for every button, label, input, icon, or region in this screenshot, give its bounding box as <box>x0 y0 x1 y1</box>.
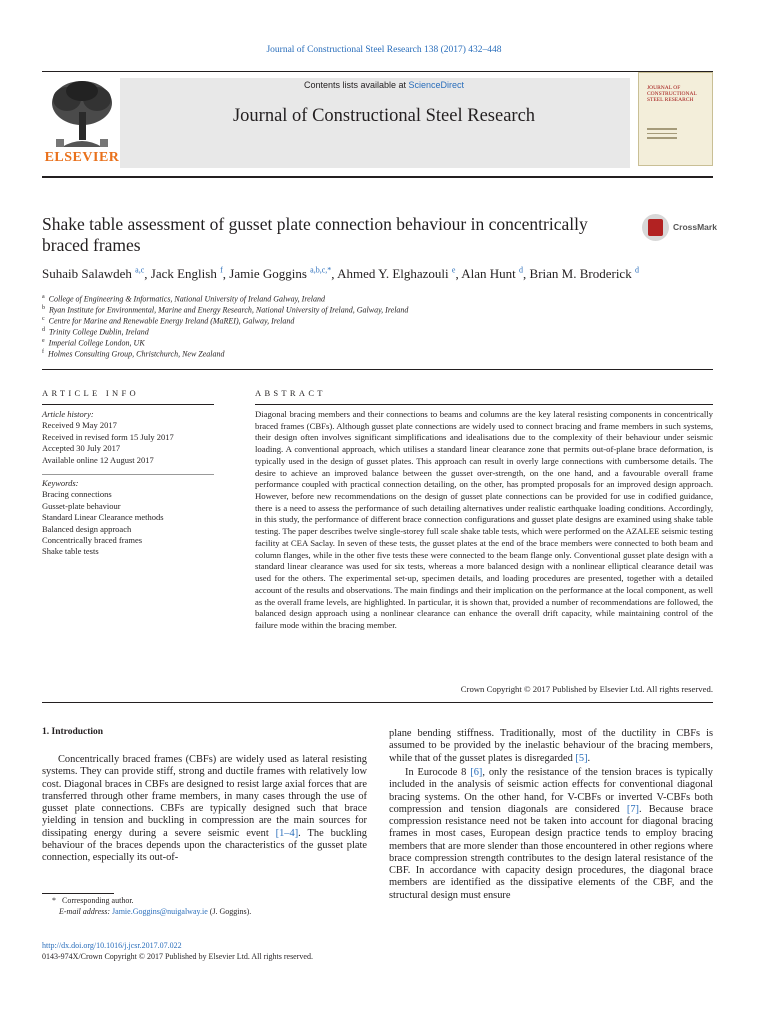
author-name: Alan Hunt <box>461 266 516 282</box>
author-affil-marker[interactable]: d <box>634 266 639 275</box>
crossmark-label: CrossMark <box>673 222 717 232</box>
keyword: Standard Linear Clearance methods <box>42 512 164 523</box>
keywords-label: Keywords: <box>42 478 79 488</box>
front-matter-rule <box>42 369 713 370</box>
affiliation-text: Trinity College Dublin, Ireland <box>49 327 149 337</box>
intro-paragraph-left <box>42 754 367 864</box>
elsevier-wordmark: ELSEVIER <box>44 150 120 165</box>
citation-link[interactable]: [7] <box>626 803 640 815</box>
intro-text: In Eurocode 8 <box>405 767 471 778</box>
intro-text: Concentrically braced frames (CBFs) are widely used as lateral resisting systems. They can provide stiff, strong and ductile frames with relatively low cost. Diagonal braces in CBFs are designed to resist large axial forces that are transferred through other frame members, in many cases through the use of gusset plate connections. CBFs are typically designed such that brace yielding in tension and buckling in compression are the main sources for dissipating energy during a severe seismic event <box>42 754 367 839</box>
citation-link[interactable]: [1–4] <box>275 827 299 839</box>
journal-title[interactable]: Journal of Constructional Steel Research <box>232 106 536 126</box>
article-info-rule <box>42 404 214 405</box>
doi-block <box>42 940 313 962</box>
article-info-heading: ARTICLE INFO <box>42 388 139 398</box>
author-name: Jack English <box>150 266 217 282</box>
crossmark-badge[interactable] <box>642 214 722 244</box>
affiliation-text: Holmes Consulting Group, Christchurch, New Zealand <box>48 349 225 359</box>
author-separator: , <box>331 266 338 282</box>
affiliation <box>42 347 702 360</box>
keyword: Shake table tests <box>42 546 99 557</box>
history-item: Received 9 May 2017 <box>42 420 117 431</box>
intro-text: . Because brace compression resistance need not be taken into account for diagonal bracing frames in most cases, European design practice tends to employ bracing members that are more slender than those encountered in other regions where brace compression strength contributes to the design lateral resistance of the CBF. In accordance with capacity design procedures, the diagonal brace members are identified as the dissipative elements of the CBF, and the structural design must ensure <box>389 803 713 901</box>
author[interactable] <box>229 266 331 281</box>
journal-cover-thumbnail[interactable] <box>638 72 713 166</box>
keywords-rule <box>42 474 214 475</box>
affiliation-text: Centre for Marine and Renewable Energy Ireland (MaREI), Galway, Ireland <box>48 316 295 326</box>
author-affil-marker[interactable]: f <box>220 266 223 275</box>
author[interactable] <box>530 266 639 281</box>
keyword: Balanced design approach <box>42 523 132 534</box>
affiliation-text: Imperial College London, UK <box>48 338 145 348</box>
header-rule-top <box>42 71 713 72</box>
history-item: Received in revised form 15 July 2017 <box>42 431 174 442</box>
author-name: Suhaib Salawdeh <box>42 266 132 282</box>
affiliation-key: a <box>42 294 45 300</box>
abstract-text: Diagonal bracing members and their connections to beams and columns are the key lateral resisting components in concentrically braced frames (CBFs). Although gusset plate connections are widely used to connect bracing and frame members in such systems, their design often involves significant simplifications and idealisations due to the complexity of their behaviour under seismic loading. A conventional approach, which utilises a standard linear clearance zone that permits out-of-plane brace deformation, is typically used in the design of gusset plates. This approach can result in overly large connections with cumbersome details. The desire to achieve an improved balance between the gusset over-strength, on the one hand, and a favourable overall frame performance coupled with practical connection detailing, on the other, has prompted proposals for an improved design approach. However, before new recommendations on the design of gusset plate connections can be provided for use in codified guidance, there is a need to assess the performance of such detailing alternatives under realistic earthquake loading conditions. Accordingly, in this study, the performance of different brace connection configurations and gusset plate designs are examined using shake table testing. The paper describes twelve single-storey full scale shake table tests, which were performed on the AZALEE seismic testing facility at CEA Saclay. In seven of these tests, the gusset plates at the end of the brace members were connected to both beam and column flanges, while in the other five tests these were connected to the beam flange only. Conventional gusset plate design with a standard linear clearance was used for six tests, whereas a more balanced design with a nonlinear elliptical clearance detail was used for the others. The experimental set-up, specimen details, and loading procedures are presented, together with a detailed account of the results and observations. The main findings and their implication on the performance at the local component, as well as the overall frame levels, are highlighted. In particular, it is shown that, provided a number of recommendations are followed, the balanced design approach using a nonlinear clearance can enhance the overall drift capacity, while maintaining control of the failure mode within the bracing member. <box>255 409 713 630</box>
author-name: Brian M. Broderick <box>529 266 632 282</box>
affiliation-key: d <box>42 327 45 333</box>
footnote-text: Corresponding author. <box>62 896 134 905</box>
author[interactable] <box>461 266 523 281</box>
crossmark-icon <box>642 214 669 241</box>
author-affil-marker[interactable]: d <box>519 266 524 275</box>
sciencedirect-link[interactable]: ScienceDirect <box>408 80 465 90</box>
affiliation-key: c <box>42 316 45 322</box>
issn-copyright: 0143-974X/Crown Copyright © 2017 Published by Elsevier Ltd. All rights reserved. <box>42 952 313 961</box>
author-affil-marker[interactable]: e <box>451 266 456 275</box>
email-label: E-mail address: <box>59 907 111 916</box>
history-label: Article history: <box>42 409 94 419</box>
author[interactable] <box>151 266 223 281</box>
intro-text: . <box>587 752 591 764</box>
citation-link[interactable]: [5] <box>575 752 588 764</box>
cover-title: JOURNAL OF CONSTRUCTIONAL STEEL RESEARCH <box>647 85 697 103</box>
abstract-bottom-rule <box>42 702 713 703</box>
header-rule-bottom <box>42 176 713 178</box>
paper-title: Shake table assessment of gusset plate connection behaviour in concentrically braced frames <box>42 214 588 255</box>
affiliation-text: Ryan Institute for Environmental, Marine and Energy Research, National University of Ireland, Galway, Ireland <box>49 305 409 315</box>
author[interactable] <box>337 266 455 281</box>
author-separator: , <box>523 266 530 282</box>
doi-link[interactable]: http://dx.doi.org/10.1016/j.jcsr.2017.07.022 <box>42 941 182 950</box>
author-separator: , <box>144 266 151 282</box>
author-affil-marker[interactable]: a,b,c,* <box>310 266 332 275</box>
keyword: Gusset-plate behaviour <box>42 500 121 511</box>
intro-paragraph-right-2 <box>389 767 713 902</box>
introduction-heading: 1. Introduction <box>42 727 104 737</box>
keywords <box>42 478 214 558</box>
email-link[interactable]: Jamie.Goggins@nuigalway.ie <box>112 907 208 916</box>
author-affil-marker[interactable]: a,c <box>135 266 145 275</box>
affiliation-key: f <box>42 349 44 355</box>
cover-text-lines <box>647 128 677 142</box>
author-separator: , <box>455 266 462 282</box>
affiliation-key: e <box>42 338 45 344</box>
author[interactable] <box>42 266 144 281</box>
keyword: Bracing connections <box>42 489 112 500</box>
intro-paragraph-right-1 <box>389 728 713 765</box>
contents-prefix: Contents lists available at <box>303 80 409 90</box>
affiliation-key: b <box>42 305 45 311</box>
citation-link[interactable]: [6] <box>470 767 483 778</box>
email-note <box>59 906 251 917</box>
footnote-rule <box>42 893 114 894</box>
affiliation-text: College of Engineering & Informatics, National University of Ireland Galway, Ireland <box>48 294 325 304</box>
history-item: Accepted 30 July 2017 <box>42 443 121 454</box>
abstract-rule <box>255 404 713 405</box>
journal-reference[interactable]: Journal of Constructional Steel Research 138 (2017) 432–448 <box>266 45 502 55</box>
author-separator: , <box>222 266 230 282</box>
corresponding-author-note <box>52 895 134 906</box>
intro-text: plane bending stiffness. Traditionally, most of the ductility in CBFs is assumed to be provided by the inelastic behaviour of the bracing members, while that of the gusset plates is disregarded <box>389 728 713 764</box>
author-name: Jamie Goggins <box>229 266 307 282</box>
article-history <box>42 409 214 466</box>
author-list <box>42 266 722 282</box>
footnote-star: * <box>52 896 56 905</box>
intro-text: , only the resistance of the tension braces is typically included in the analysis of seismic action effects for conventional diagonal bracing systems. On the other hand, for V-CBFs or inverted V-CBFs both compression and tension diagonals are considered <box>389 767 713 815</box>
keyword: Concentrically braced frames <box>42 535 143 546</box>
author-name: Ahmed Y. Elghazouli <box>337 266 449 282</box>
email-suffix: (J. Goggins). <box>207 907 252 916</box>
history-item: Available online 12 August 2017 <box>42 454 154 465</box>
intro-text: . The buckling behaviour of the braces depends upon the characteristics of the gusset plate connection, especially its out-of- <box>42 827 367 863</box>
abstract-heading: ABSTRACT <box>255 388 326 398</box>
abstract-copyright: Crown Copyright © 2017 Published by Elsevier Ltd. All rights reserved. <box>460 684 713 694</box>
